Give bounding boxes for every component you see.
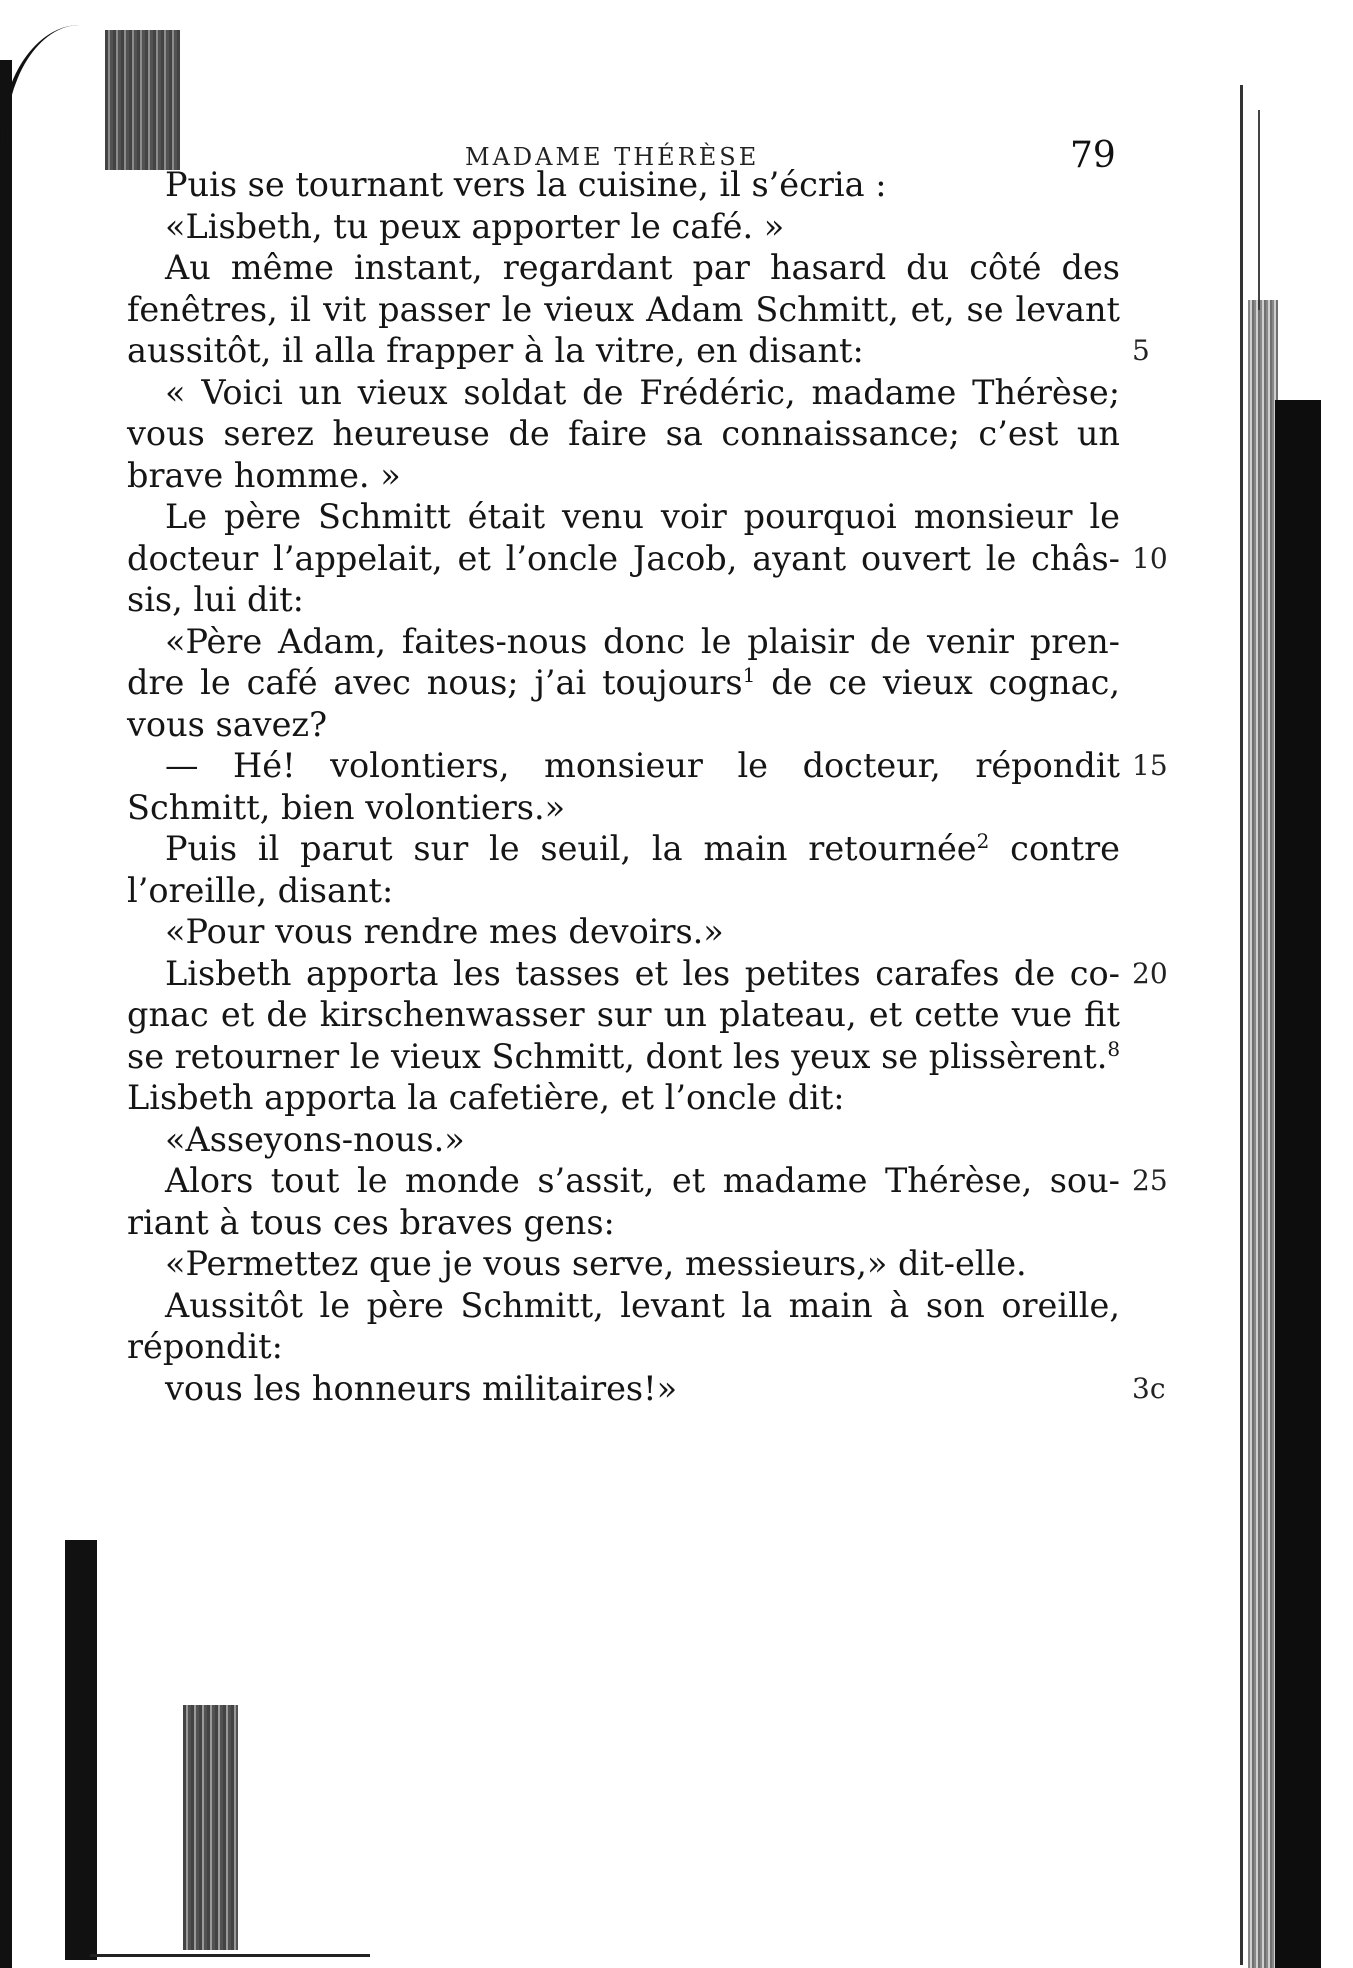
text-line-content: fenêtres, il vit passer le vieux Adam Schmitt, et, se levant [127, 289, 1120, 329]
text-line-content: l’oreille, disant: [127, 870, 394, 910]
text-line-continuation: contre [989, 829, 1120, 868]
text-line-content: aussitôt, il alla frapper à la vitre, en disant: [127, 331, 864, 370]
text-line-content: «Lisbeth, tu peux apporter le café. » [165, 206, 785, 246]
scan-smudge-top [105, 30, 180, 170]
text-line-content: Lisbeth apporta les tasses et les petites carafes de co- [165, 953, 1120, 993]
text-line-content: sis, lui dit: [127, 580, 304, 619]
text-line-content: «Père Adam, faites-nous donc le plaisir de venir pren- [165, 621, 1120, 661]
text-line-content: vous savez? [127, 704, 328, 744]
text-line-content: docteur l’appelait, et l’oncle Jacob, ayant ouvert le châs- [127, 538, 1120, 578]
text-line-content: Aussitôt le père Schmitt, levant la main à son oreille, [165, 1285, 1120, 1325]
text-line-content: gnac et de kirschenwasser sur un plateau, et cette vue fit [127, 995, 1120, 1034]
text-line-content: Au même instant, regardant par hasard du côté des [165, 248, 1120, 287]
text-line [165, 1281, 1120, 1331]
scan-edge-right-line [1240, 85, 1243, 1965]
running-title: MADAME THÉRÈSE [465, 143, 760, 171]
footnote-marker: 1 [742, 663, 756, 687]
text-line-content: vous les honneurs militaires!» [165, 1368, 678, 1408]
text-line-content: riant à tous ces braves gens: [127, 1202, 615, 1242]
footnote-marker: 2 [976, 829, 990, 853]
line-number: 25 [1132, 1164, 1168, 1197]
text-line-content: «Permettez que je vous serve, messieurs,» dit-elle. [165, 1244, 1027, 1283]
text-line-content: «Pour vous rendre mes devoirs.» [165, 912, 724, 951]
scan-gutter-shadow [65, 1540, 97, 1960]
scan-page-stack-edge [1248, 300, 1278, 1968]
text-line-content: Puis il parut sur le seuil, la main retournée [165, 829, 977, 868]
footnote-marker: 8 [1107, 1036, 1121, 1061]
page-number: 79 [1070, 135, 1116, 176]
text-line-content: Puis se tournant vers la cuisine, il s’écria : [165, 165, 887, 204]
text-line-continuation: de ce vieux cognac, [755, 663, 1120, 702]
text-line-content: brave homme. » [127, 455, 401, 495]
text-line-content: — Hé! volontiers, monsieur le docteur, répondit [165, 746, 1120, 785]
scan-bottom-edge [90, 1954, 370, 1957]
line-number: 5 [1132, 334, 1150, 367]
line-number: 20 [1132, 956, 1168, 990]
text-line-content: se retourner le vieux Schmitt, dont les yeux se plissèrent. [127, 1036, 1108, 1076]
line-number: 15 [1132, 749, 1168, 782]
line-number: 3c [1132, 1371, 1166, 1405]
text-line-content: Alors tout le monde s’assit, et madame Thérèse, sou- [165, 1161, 1120, 1200]
text-line-content: vous serez heureuse de faire sa connaissance; c’est un [127, 414, 1120, 453]
text-line-content: «Asseyons-nous.» [165, 1119, 465, 1159]
scan-smudge-bottom [183, 1705, 238, 1950]
text-line-content: « Voici un vieux soldat de Frédéric, madame Thérèse; [165, 372, 1120, 412]
text-line [165, 1364, 677, 1414]
line-number: 10 [1132, 541, 1168, 575]
text-line-content: Schmitt, bien volontiers.» [127, 787, 566, 827]
text-line-content: dre le café avec nous; j’ai toujours [127, 663, 743, 702]
scan-edge-right-bar [1275, 400, 1321, 1968]
scan-edge-right-line-2 [1258, 110, 1260, 310]
text-line-content: répondit: [127, 1327, 283, 1366]
text-line-content: Le père Schmitt était venu voir pourquoi monsieur le [165, 497, 1120, 536]
text-line-content: Lisbeth apporta la cafetière, et l’oncle dit: [127, 1078, 845, 1117]
